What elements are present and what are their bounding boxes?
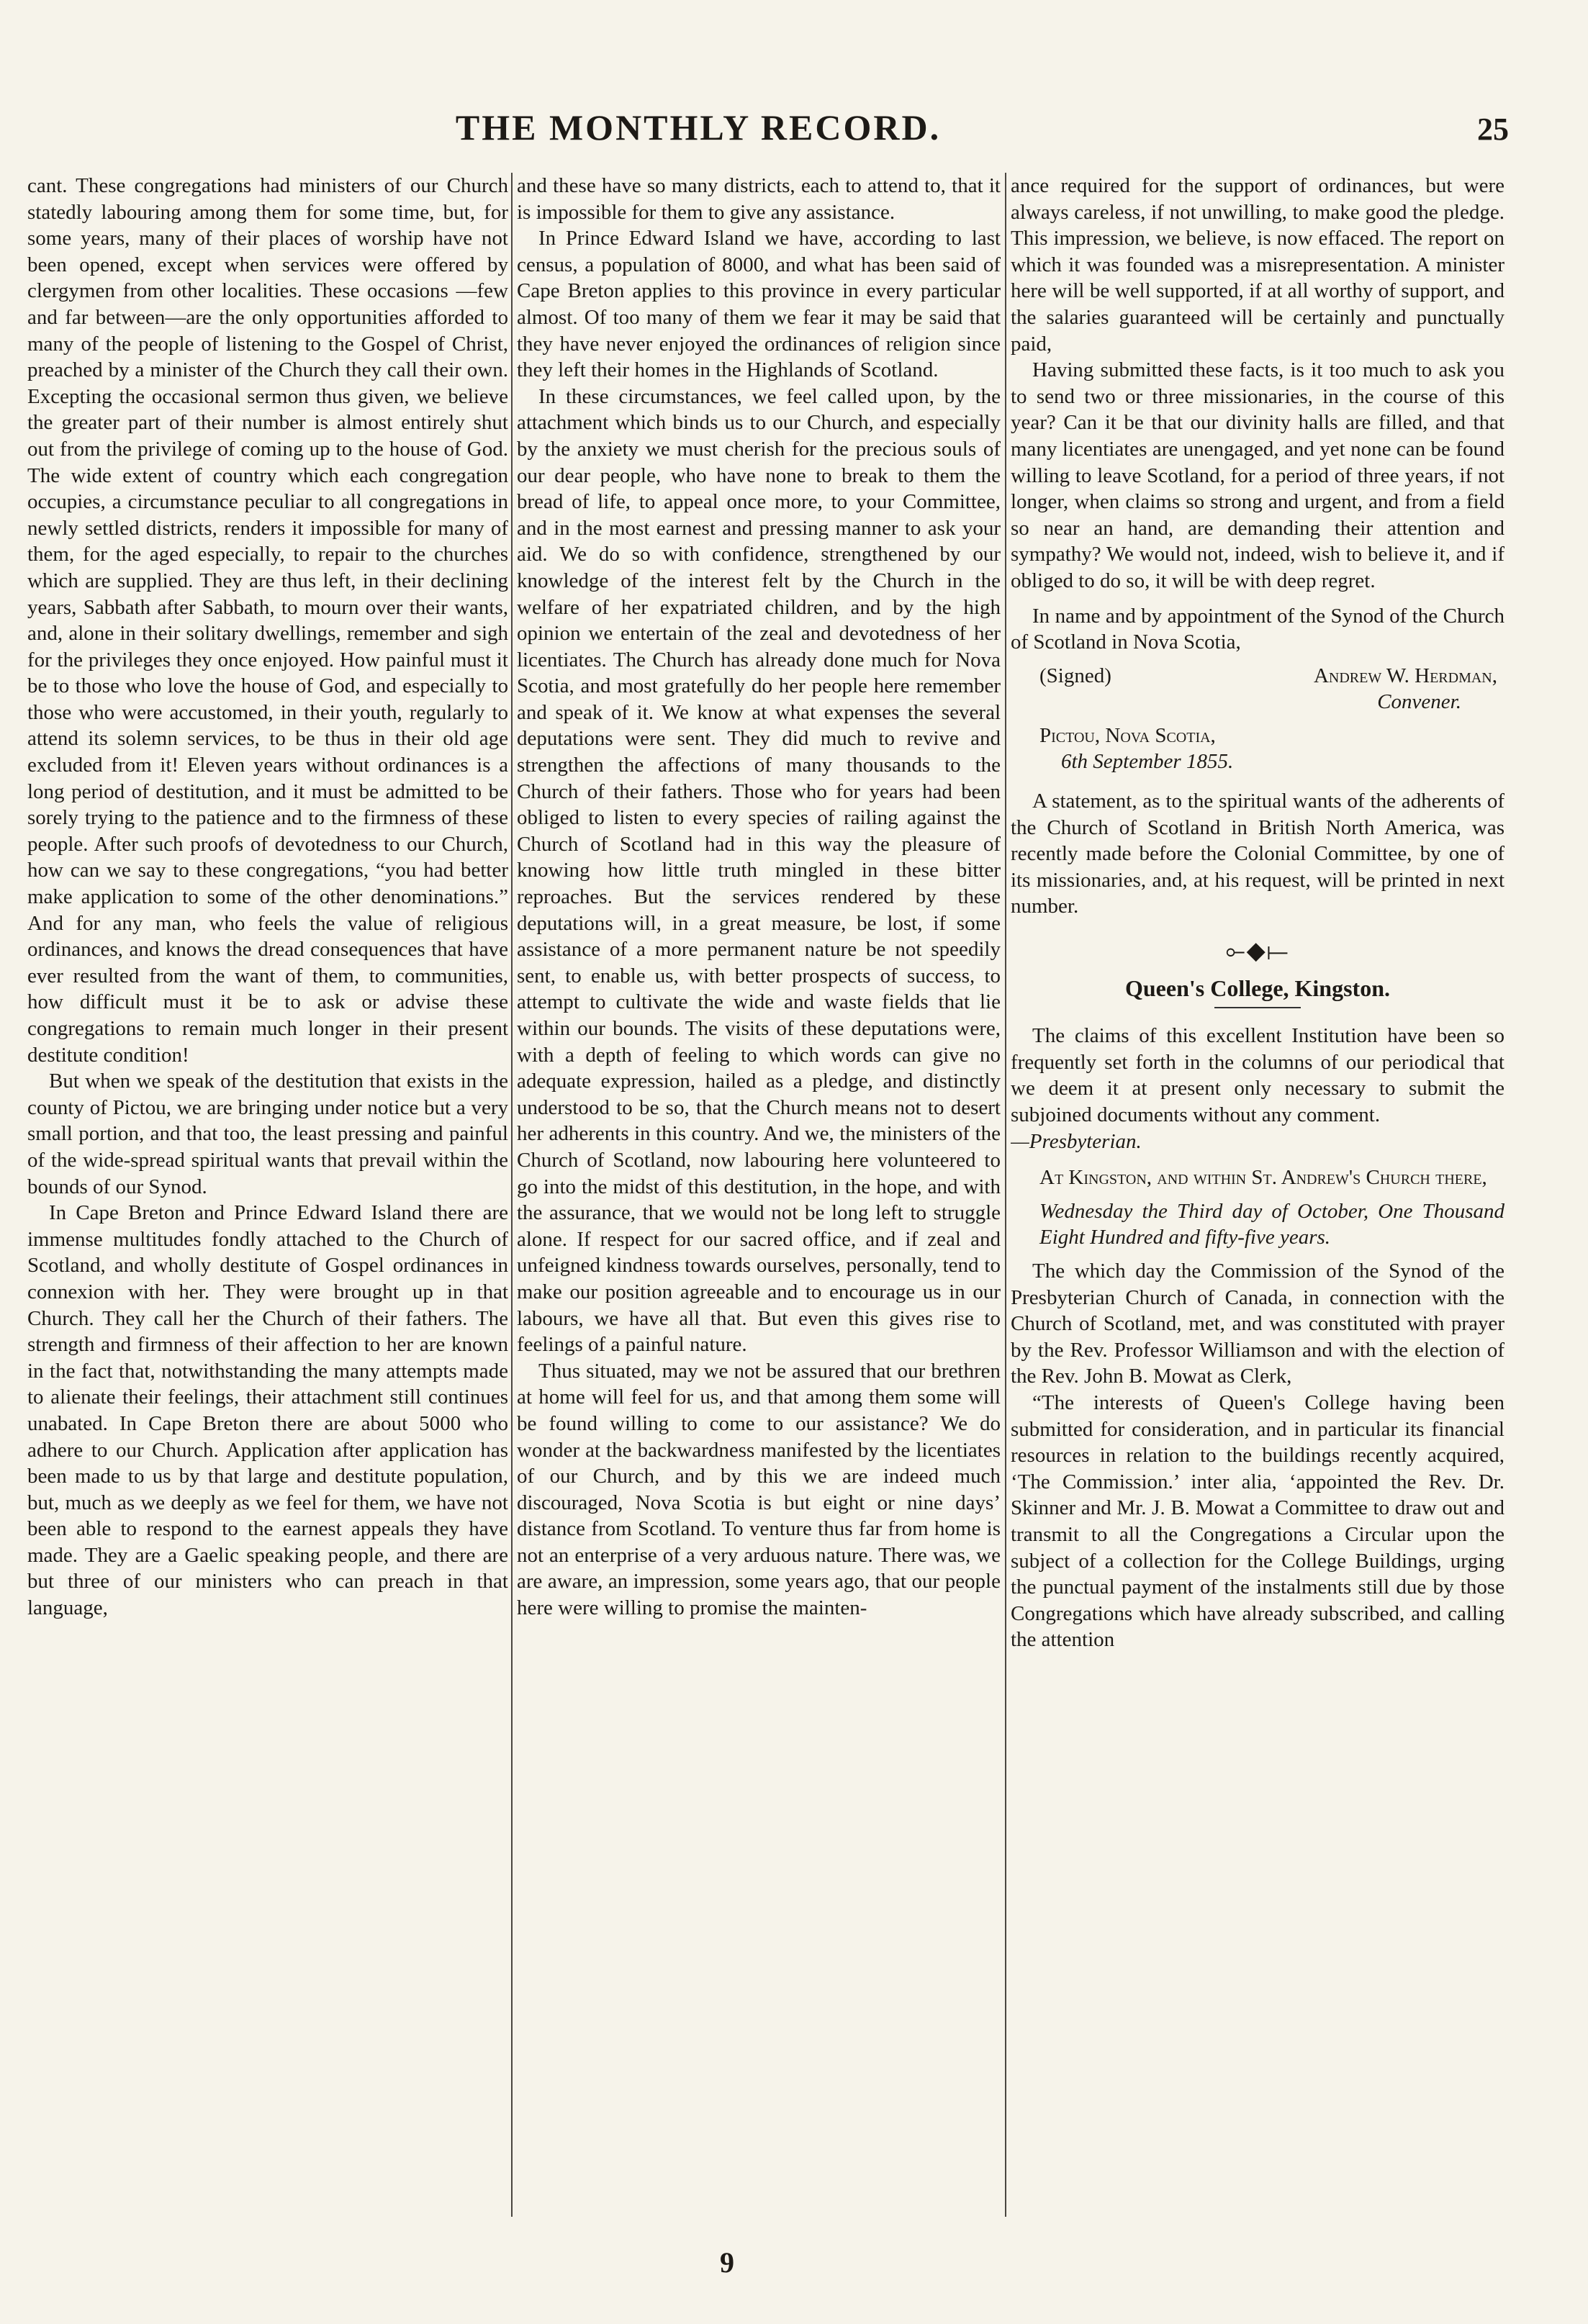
column-3 (1011, 173, 1504, 2238)
paragraph: In name and by appointment of the Synod of the Church of Scotland in Nova Scotia, (1011, 604, 1504, 654)
signature-date: 6th September 1855. (1061, 750, 1234, 774)
minute-date: Wednesday the Third day of October, One Thousand Eight Hundred and fifty-five years. (1039, 1199, 1504, 1249)
paragraph: ance required for the support of ordinances, but were always careless, if not unwilling, to make good the pledge. This impression, we believe, is now effaced. The report on which it was founded was a misrepresentation. A minister here will be well supported, if at all worthy of support, and the salaries guaranteed will be certainly and punctually paid, (1011, 174, 1504, 356)
paragraph: Having submitted these facts, is it too much to ask you to send two or three missionaries, in the course of this year? Can it be that our divinity halls are filled, and that many licentiates are unengaged, and yet none can be found willing to leave Scotland, for a period of three years, if not longer, when claims so strong and urgent, and from a field so near an hand, are demanding their attention and sympathy? We would not, indeed, wish to believe it, and if obliged to do so, it will be with deep regret. (1011, 358, 1504, 592)
paragraph: cant. These congregations had ministers of our Church statedly labouring among them for some time, but, for some years, many of their places of worship have not been opened, except when services were offered by clergymen from other localities. These occasions —few and far between—are the only opportunities afforded to many of the people of listening to the Gospel of Christ, preached by a minister of the Church they call their own. Excepting the occasional sermon thus given, we believe the greater part of their number is almost entirely shut out from the privilege of coming up to the house of God. The wide extent of country which each congregation occupies, a circumstance peculiar to all congregations in newly settled districts, renders it impossible for many of them, for the aged especially, to repair to the churches which are supplied. They are thus left, in their declining years, Sabbath after Sabbath, to mourn over their wants, and, alone in their solitary dwellings, remember and sigh for the privileges they once enjoyed. How painful must it be to those who love the house of God, and especially to those who were accustomed, in their youth, regularly to attend its solemn services, to be thus in their old age excluded from it! Eleven years without ordinances is a long period of destitution, and it must be admitted to be sorely trying to the patience and to the firmness of these people. After such proofs of devotedness to our Church, how can we say to these congregations, “you had better make application to some of the other denominations.” And for any man, who feels the value of religious ordinances, and knows the dread consequences that have ever resulted from the want of them, to communities, how difficult must it be to ask or advise these congregations to remain much longer in their present destitute condition! (27, 174, 508, 1067)
signed-label: (Signed) (1039, 664, 1111, 687)
paragraph: and these have so many districts, each to attend to, that it is impossible for them to give any assistance. (517, 174, 1001, 224)
column-1 (27, 173, 508, 2238)
paragraph: The claims of this excellent Institution have been so frequently set forth in the columns of our periodical that we deem it at present only necessary to submit the subjoined documents without any comment. (1011, 1024, 1504, 1126)
column-2 (517, 173, 1001, 2238)
ornament-divider: ⟜◆⟝ (1225, 938, 1290, 965)
page-header (0, 107, 1588, 171)
paragraph: “The interests of Queen's College having been submitted for consideration, and in particular its financial resources in relation to the buildings recently acquired, ‘The Commission.’ inter alia, ‘appointed the Rev. Dr. Skinner and Mr. J. B. Mowat a Committee to draw out and transmit to all the Congregations a Circular upon the subject of a collection for the College Buildings, urging the punctual payment of the instalments still due by those Congregations which have already subscribed, and calling the attention (1011, 1391, 1504, 1652)
paragraph: But when we speak of the destitution that exists in the county of Pictou, we are bringing under notice but a very small portion, and that too, the least pressing and painful of the wide-spread spiritual wants that prevail within the bounds of our Synod. (27, 1070, 508, 1198)
paragraph: In these circumstances, we feel called upon, by the attachment which binds us to our Church, and especially by the anxiety we must cherish for the precious souls of our dear people, who have none to break to them the bread of life, to appeal once more, to your Committee, and in the most earnest and pressing manner to ask your aid. We do so with confidence, strengthened by our knowledge of the interest felt by the Church in the welfare of her expatriated children, and by the high opinion we entertain of the zeal and devotedness of her licentiates. The Church has already done much for Nova Scotia, and most gratefully do her people here remember and speak of it. We know at what expenses the several deputations were sent. They did much to revive and strengthen the affections of many thousands to the Church of their fathers. Those who for years had been obliged to listen to every species of railing against the Church of Scotland had in this way the pleasure of knowing how little truth mingled in these bitter reproaches. But the services rendered by these deputations will, in a great measure, be lost, if some assistance of a more permanent nature be not speedily sent, to enable us, with better prospects of success, to attempt to cultivate the wide and waste fields that lie within our bounds. The visits of these deputations were, with a depth of feeling to which words can give no adequate expression, hailed as a pledge, and distinctly understood to be so, that the Church means not to desert her adherents in this country. And we, the ministers of the Church of Scotland, now labouring here volunteered to go into the midst of this destitution, in the hope, and with the assurance, that we would not be long left to struggle alone. If respect for our sacred office, and if zeal and unfeigned kindness towards ourselves, personally, tend to make our position agreeable and to encourage us in our labours, we have all that. But even this gives rise to feelings of a painful nature. (517, 384, 1001, 1357)
signatory-name: Andrew W. Herdman, (1313, 664, 1497, 687)
minute-location: At Kingston, and within St. Andrew's Church there, (1039, 1166, 1487, 1190)
paragraph: Thus situated, may we not be assured that our brethren at home will feel for us, and that among them some will be found willing to come to our assistance? We do wonder at the backwardness manifested by the licentiates of our Church, and by this we are indeed much discouraged, Nova Scotia is but eight or nine days’ distance from Scotland. To venture thus far from home is not an enterprise of a very arduous nature. There was, we are aware, an impression, some years ago, that our people here were willing to promise the mainten- (517, 1359, 1001, 1620)
column-rule-2 (1005, 173, 1006, 2217)
signature-place: Pictou, Nova Scotia, (1039, 723, 1216, 747)
paragraph: The which day the Commission of the Synod of the Presbyterian Church of Canada, in connection with the Church of Scotland, met, and was constituted with prayer by the Rev. Professor Williamson and with the election of the Rev. John B. Mowat as Clerk, (1011, 1259, 1504, 1388)
paragraph: In Cape Breton and Prince Edward Island there are immense multitudes fondly attached to the Church of Scotland, and wholly destitute of Gospel ordinances in connexion with her. They were brought up in that Church. They call her the Church of their fathers. The strength and firmness of their affection to her are known in the fact that, notwithstanding the many attempts made to alienate their feelings, their attachment still continues unabated. In Cape Breton there are about 5000 who adhere to our Church. Application after application has been made to us by that large and destitute population, but, much as we deeply as we feel for them, we have not been able to respond to the earnest appeals they have made. They are a Gaelic speaking people, and there are but three of our ministers who can preach in that language, (27, 1201, 508, 1620)
section-rule (1214, 1007, 1301, 1008)
page-number: 25 (1477, 112, 1509, 147)
source-attribution: —Presbyterian. (1011, 1129, 1142, 1153)
journal-title: THE MONTHLY RECORD. (455, 107, 942, 148)
paragraph: In Prince Edward Island we have, according to last census, a population of 8000, and what has been said of Cape Breton applies to this province in every particular almost. Of too many of them we fear it may be said that they have never enjoyed the ordinances of religion since they left their homes in the Highlands of Scotland. (517, 227, 1001, 382)
section-title: Queen's College, Kingston. (1124, 975, 1390, 1001)
paragraph: A statement, as to the spiritual wants of the adherents of the Church of Scotland in British North America, was recently made before the Colonial Committee, by one of its missionaries, and, at his request, will be printed in next number. (1011, 790, 1504, 918)
printer-signature-mark: 9 (720, 2246, 734, 2279)
column-rule-1 (511, 173, 513, 2217)
signatory-title: Convener. (1377, 690, 1461, 714)
signature-block (1011, 663, 1504, 775)
